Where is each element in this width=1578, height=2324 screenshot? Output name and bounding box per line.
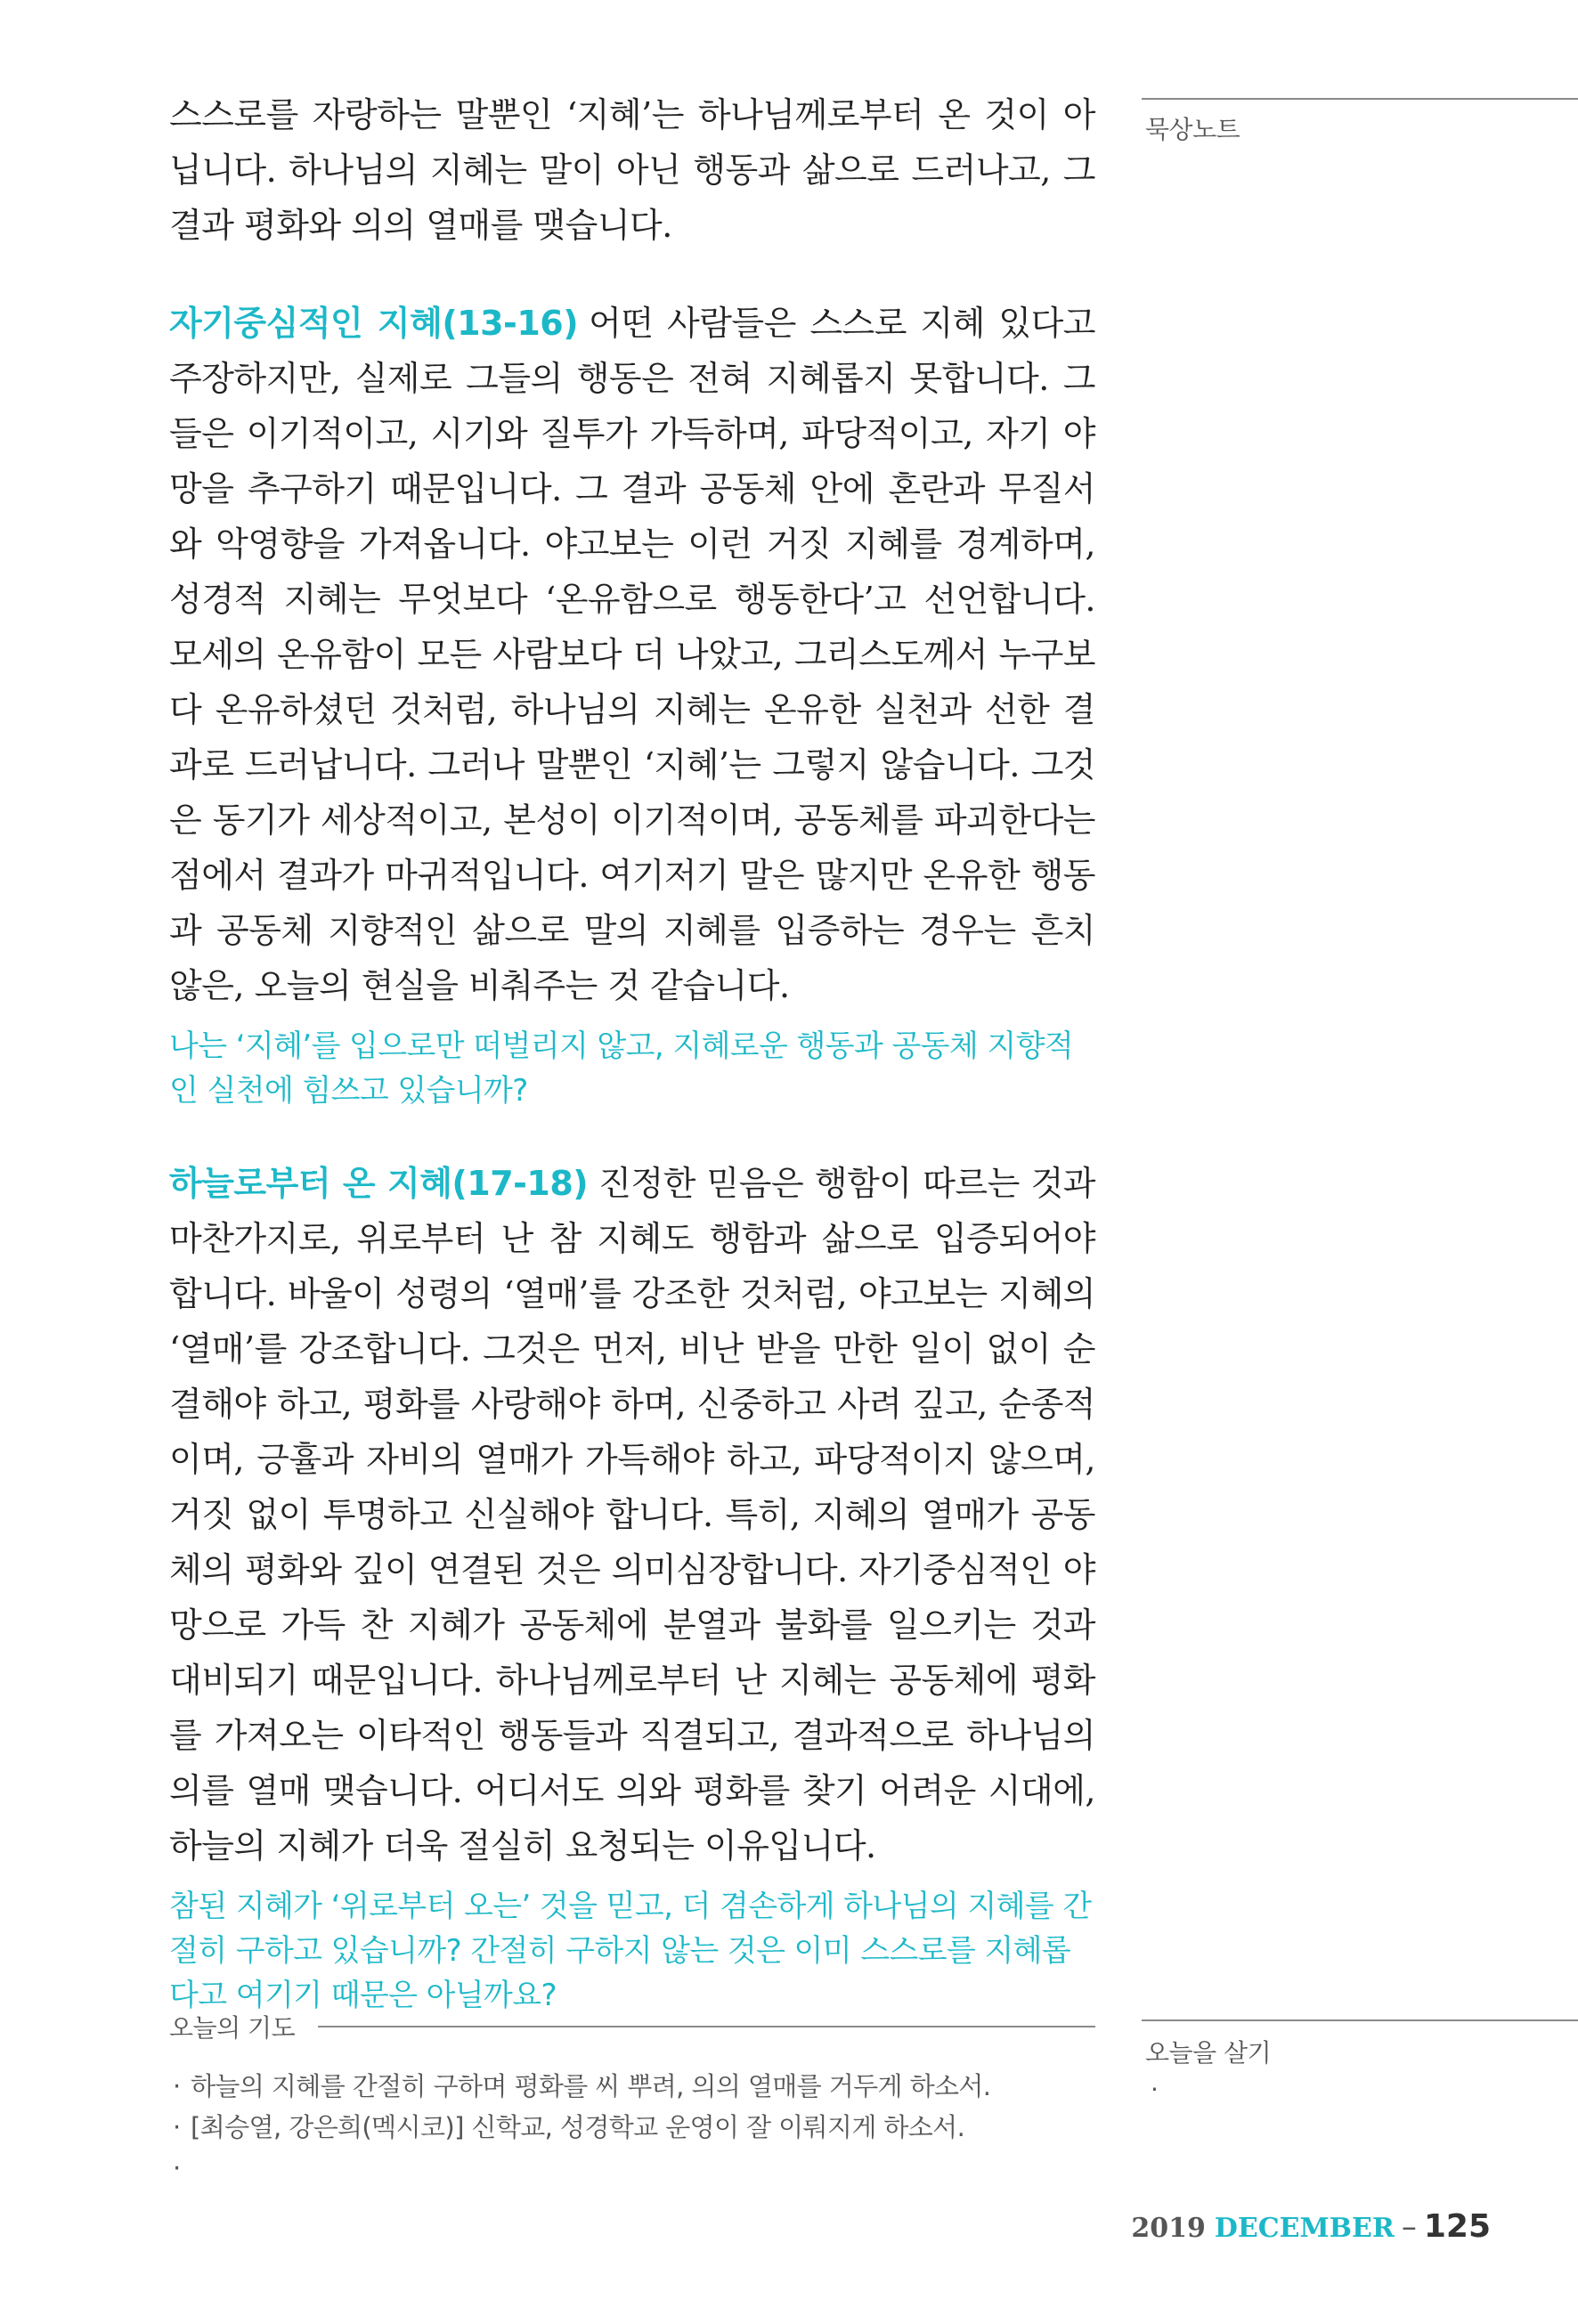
bullet-icon: ·	[173, 2112, 181, 2142]
paragraph-gap	[169, 1113, 1095, 1156]
prayer-rule	[318, 2026, 1095, 2027]
footer-dash: –	[1401, 2209, 1417, 2245]
sidebar-top-rule	[1142, 98, 1578, 100]
footer-year: 2019	[1131, 2213, 1206, 2244]
section-1-paragraph	[169, 296, 1095, 1013]
section-1-heading: 자기중심적인 지혜(13-16)	[169, 304, 579, 343]
sidebar-bottom-label: 오늘을 살기	[1145, 2038, 1272, 2068]
paragraph-gap	[169, 253, 1095, 296]
prayer-header	[169, 2009, 1095, 2044]
bullet-icon: ·	[173, 2071, 181, 2101]
prayer-item	[169, 2107, 1095, 2148]
page-number: 125	[1423, 2208, 1491, 2245]
prayer-title: 오늘의 기도	[169, 2013, 296, 2043]
intro-paragraph: 스스로를 자랑하는 말뿐인 ‘지혜’는 하나님께로부터 온 것이 아닙니다. 하나님의 지혜는 말이 아닌 행동과 삶으로 드러나고, 그 결과 평화와 의의 열매를 맺습니다.	[169, 95, 1095, 245]
page-footer	[1131, 2208, 1491, 2245]
prayer-item	[169, 2066, 1095, 2107]
prayer-item-text: 하늘의 지혜를 간절히 구하며 평화를 씨 뿌려, 의의 열매를 거두게 하소서.	[191, 2071, 991, 2101]
prayer-list	[169, 2066, 1095, 2189]
sidebar-top-label: 묵상노트	[1145, 115, 1240, 144]
prayer-item	[169, 2148, 1095, 2189]
sidebar-bottom-bullet: ·	[1151, 2075, 1159, 2104]
bullet-icon: ·	[173, 2153, 181, 2183]
section-2-body: 진정한 믿음은 행함이 따르는 것과 마찬가지로, 위로부터 난 참 지혜도 행함과 삶으로 입증되어야 합니다. 바울이 성령의 ‘열매’를 강조한 것처럼, 야고보는 지혜의 ‘열매’를 강조합니다. 그것은 먼저, 비난 받을 만한 일이 없이 순결해야 하고, 평화를 사랑해야 하며, 신중하고 사려 깊고, 순종적이며, 긍휼과 자비의 열매가 가득해야 하고, 파당적이지 않으며, 거짓 없이 투명하고 신실해야 합니다. 특히, 지혜의 열매가 공동체의 평화와 깊이 연결된 것은 의미심장합니다. 자기중심적인 야망으로 가득 찬 지혜가 공동체에 분열과 불화를 일으키는 것과 대비되기 때문입니다. 하나님께로부터 난 지혜는 공동체에 평화를 가져오는 이타적인 행동들과 직결되고, 결과적으로 하나님의 의를 열매 맺습니다. 어디서도 의와 평화를 찾기 어려운 시대에, 하늘의 지혜가 더욱 절실히 요청되는 이유입니다.	[169, 1164, 1095, 1865]
section-2-heading: 하늘로부터 온 지혜(17-18)	[169, 1164, 589, 1203]
prayer-item-text: [최승열, 강은희(멕시코)] 신학교, 성경학교 운영이 잘 이뤄지게 하소서.	[191, 2112, 965, 2142]
prayer-block	[169, 2009, 1095, 2189]
sidebar-bottom-rule	[1142, 2019, 1578, 2021]
section-1-body: 어떤 사람들은 스스로 지혜 있다고 주장하지만, 실제로 그들의 행동은 전혀 지혜롭지 못합니다. 그들은 이기적이고, 시기와 질투가 가득하며, 파당적이고, 자기 야망을 추구하기 때문입니다. 그 결과 공동체 안에 혼란과 무질서와 악영향을 가져옵니다. 야고보는 이런 거짓 지혜를 경계하며, 성경적 지혜는 무엇보다 ‘온유함으로 행동한다’고 선언합니다. 모세의 온유함이 모든 사람보다 더 나았고, 그리스도께서 누구보다 온유하셨던 것처럼, 하나님의 지혜는 온유한 실천과 선한 결과로 드러납니다. 그러나 말뿐인 ‘지혜’는 그렇지 않습니다. 그것은 동기가 세상적이고, 본성이 이기적이며, 공동체를 파괴한다는 점에서 결과가 마귀적입니다. 여기저기 말은 많지만 온유한 행동과 공동체 지향적인 삶으로 말의 지혜를 입증하는 경우는 흔치 않은, 오늘의 현실을 비춰주는 것 같습니다.	[169, 304, 1095, 1005]
section-1-question: 나는 ‘지혜’를 입으로만 떠벌리지 않고, 지혜로운 행동과 공동체 지향적인 실천에 힘쓰고 있습니까?	[169, 1028, 1074, 1109]
section-2-paragraph	[169, 1156, 1095, 1873]
footer-month: DECEMBER	[1214, 2213, 1395, 2244]
section-2-question: 참된 지혜가 ‘위로부터 오는’ 것을 믿고, 더 겸손하게 하나님의 지혜를 간절히 구하고 있습니까? 간절히 구하지 않는 것은 이미 스스로를 지혜롭다고 여기기 때문은 아닐까요?	[169, 1889, 1092, 2013]
main-article	[169, 87, 1095, 2018]
